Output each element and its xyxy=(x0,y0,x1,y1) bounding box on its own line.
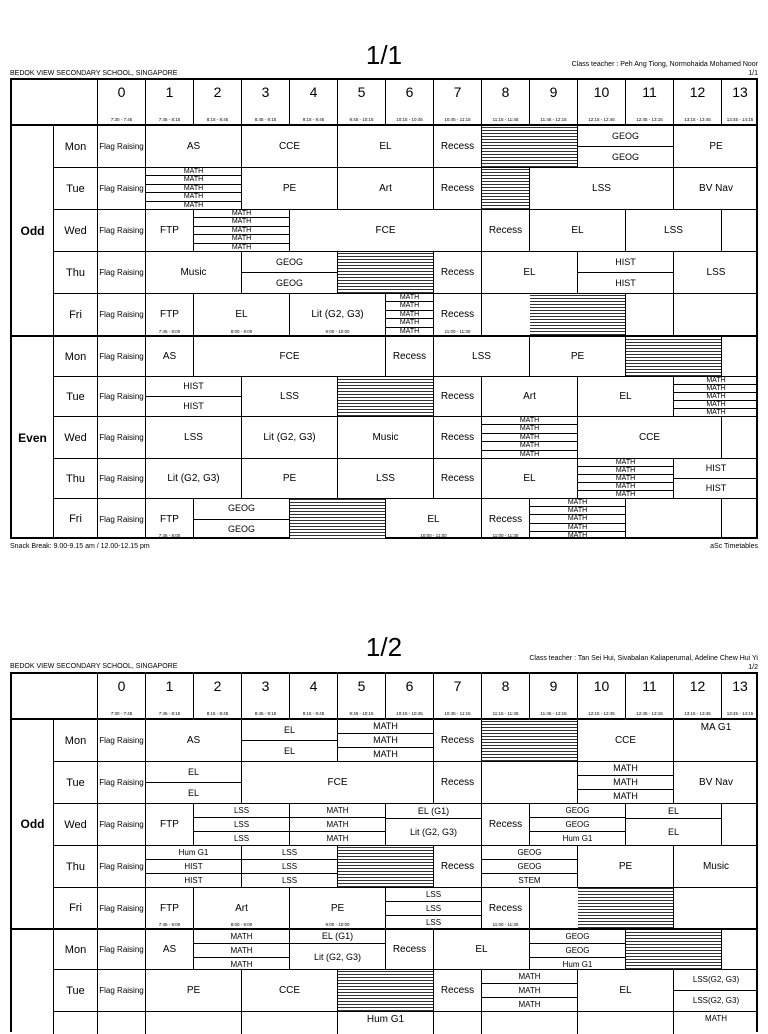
lesson-line: EL xyxy=(187,788,199,798)
lesson-line: HIST xyxy=(674,459,758,479)
period-header: 7 10:45 - 11:15 xyxy=(434,674,482,719)
lesson-line: MATH xyxy=(146,193,241,201)
lesson-line: MATH xyxy=(338,734,433,748)
period-header: 2 8:15 - 8:45 xyxy=(194,674,242,719)
lesson-line: Hum G1 xyxy=(146,846,241,860)
period-header: 0 7:30 - 7:45 xyxy=(98,674,146,719)
lesson-cell xyxy=(146,888,194,928)
lesson-cell: LSS xyxy=(146,417,242,459)
lesson-line: MATH xyxy=(386,311,433,319)
lesson-time: 8:00 - 9:00 xyxy=(230,922,253,927)
lesson-line: MATH xyxy=(482,434,577,442)
empty-cell xyxy=(482,762,578,804)
lesson-line: MATH xyxy=(230,960,253,969)
day-label: Thu xyxy=(54,846,98,888)
class-title: 1/2 xyxy=(365,632,403,662)
lesson-name: Hum G1 xyxy=(366,1014,405,1025)
lesson-cell: CCE xyxy=(242,970,338,1012)
lesson-cell: LSS xyxy=(674,252,758,294)
lesson-cell: Recess xyxy=(482,210,530,252)
lesson-line: MATH xyxy=(373,749,398,759)
lesson-cell: CCE xyxy=(578,417,722,459)
lesson-cell: Flag Raising xyxy=(98,804,146,846)
lesson-cell: Recess xyxy=(386,337,434,377)
lesson-line: GEOG xyxy=(530,944,625,958)
empty-cell xyxy=(98,1012,146,1034)
lesson-line: MATH xyxy=(613,791,638,801)
split-cell xyxy=(530,804,626,846)
period-header: 11 12:45 - 13:15 xyxy=(626,80,674,125)
lesson-line: LSS xyxy=(425,918,442,927)
school-name: BEDOK VIEW SECONDARY SCHOOL, SINGAPORE xyxy=(10,663,178,670)
lesson-name: EL xyxy=(427,513,440,525)
lesson-time: 11:00 - 11:30 xyxy=(492,922,519,927)
lesson-cell: AS xyxy=(146,930,194,970)
timetable-grid xyxy=(10,672,758,1032)
lesson-line: MATH xyxy=(519,450,540,458)
period-header: 4 9:15 - 9:45 xyxy=(290,80,338,125)
hatched-cell xyxy=(626,930,722,970)
lesson-line: EL xyxy=(283,746,295,756)
lesson-line: EL xyxy=(626,804,721,819)
lesson-cell: EL xyxy=(578,970,674,1012)
lesson-line: HIST xyxy=(183,401,204,411)
lesson-line: MATH xyxy=(482,984,577,998)
lesson-line: GEOG xyxy=(611,152,639,162)
lesson-cell: Recess xyxy=(434,377,482,417)
day-label xyxy=(54,1012,98,1034)
lesson-line: LSS xyxy=(386,888,481,902)
lesson-time: 11:00 - 11:30 xyxy=(492,533,519,538)
hatched-cell xyxy=(578,888,674,928)
lesson-line: Lit (G2, G3) xyxy=(313,952,361,962)
lesson-line: MATH xyxy=(194,218,289,226)
lesson-name: Art xyxy=(235,902,248,914)
lesson-line: MATH xyxy=(674,377,758,385)
period-header: 1 7:45 - 8:15 xyxy=(146,80,194,125)
period-header: 9 11:45 - 12:15 xyxy=(530,80,578,125)
lesson-line: MATH xyxy=(530,507,625,515)
lesson-line: LSS xyxy=(194,804,289,818)
lesson-line: HIST xyxy=(146,860,241,874)
lesson-line: Lit (G2, G3) xyxy=(409,827,457,837)
lesson-time: 7:45 - 8:00 xyxy=(158,533,181,538)
lesson-line: MATH xyxy=(399,327,420,335)
lesson-line: MATH xyxy=(338,720,433,734)
lesson-line: MATH xyxy=(674,393,758,401)
lesson-cell: Music xyxy=(338,417,434,459)
page-number: 1/2 xyxy=(748,664,758,671)
lesson-line: MATH xyxy=(674,401,758,409)
lesson-cell: EL xyxy=(578,377,674,417)
lesson-name: Recess xyxy=(440,309,475,320)
period-header: 0 7:30 - 7:45 xyxy=(98,80,146,125)
lesson-cell xyxy=(482,888,530,928)
lesson-cell: Music xyxy=(146,252,242,294)
lesson-line: Hum G1 xyxy=(562,960,593,969)
lesson-line: GEOG xyxy=(482,860,577,874)
day-label: Mon xyxy=(54,720,98,762)
lesson-line: LSS xyxy=(242,860,337,874)
lesson-line: GEOG xyxy=(482,846,577,860)
lesson-cell xyxy=(290,888,386,928)
lesson-line: MATH xyxy=(194,227,289,235)
lesson-line: GEOG xyxy=(227,523,255,534)
lesson-line: MATH xyxy=(706,409,726,416)
split-cell xyxy=(290,930,386,970)
lesson-cell: Recess xyxy=(434,417,482,459)
lesson-cell: LSS xyxy=(434,337,530,377)
split-cell xyxy=(146,846,242,888)
lesson-cell: Recess xyxy=(434,720,482,762)
day-label: Tue xyxy=(54,377,98,417)
lesson-line: LSS xyxy=(194,818,289,832)
day-label: Tue xyxy=(54,970,98,1012)
period-header: 7 10:45 - 11:15 xyxy=(434,80,482,125)
lesson-cell: PE xyxy=(530,337,626,377)
lesson-cell: Flag Raising xyxy=(98,168,146,210)
lesson-line: LSS(G2, G3) xyxy=(692,996,740,1005)
empty-cell xyxy=(146,1012,242,1034)
lesson-cell: Recess xyxy=(482,804,530,846)
split-cell xyxy=(242,846,338,888)
lesson-cell: Flag Raising xyxy=(98,377,146,417)
lesson-line: MATH xyxy=(146,185,241,193)
lesson-line: MATH xyxy=(183,201,204,209)
lesson-cell: LSS xyxy=(242,377,338,417)
lesson-cell: PE xyxy=(242,459,338,499)
lesson-line: MATH xyxy=(194,235,289,243)
lesson-line: MATH xyxy=(578,467,673,475)
lesson-cell: Recess xyxy=(434,126,482,168)
lesson-line: MATH xyxy=(578,776,673,790)
period-header: 12 13:15 - 13:45 xyxy=(674,674,722,719)
lesson-line: LSS xyxy=(233,834,250,843)
day-label: Mon xyxy=(54,337,98,377)
lesson-cell: Recess xyxy=(434,459,482,499)
split-cell xyxy=(674,970,758,1012)
lesson-line: MATH xyxy=(674,385,758,393)
period-header: 5 9:45 - 10:15 xyxy=(338,674,386,719)
lesson-line: MATH xyxy=(530,499,625,507)
split-cell xyxy=(194,804,290,846)
page-number: 1/1 xyxy=(748,70,758,77)
lesson-name: PE xyxy=(330,902,345,914)
lesson-cell: Flag Raising xyxy=(98,970,146,1012)
split-cell xyxy=(146,762,242,804)
lesson-name: FTP xyxy=(160,902,179,914)
period-header: 12 13:15 - 13:45 xyxy=(674,80,722,125)
group-label-odd: Odd xyxy=(12,720,54,928)
hatched-cell xyxy=(482,720,578,762)
group-label-even xyxy=(12,930,54,1034)
period-header: 6 10:15 - 10:45 xyxy=(386,674,434,719)
lesson-time: 7:45 - 8:00 xyxy=(158,329,181,334)
lesson-cell: EL xyxy=(530,210,626,252)
lesson-time: 10:00 - 11:00 xyxy=(420,533,447,538)
day-label: Wed xyxy=(54,210,98,252)
hatched-cell xyxy=(338,846,434,888)
lesson-cell: Flag Raising xyxy=(98,888,146,928)
lesson-cell: BV Nav xyxy=(674,168,758,210)
lesson-cell: LSS xyxy=(626,210,722,252)
hatched-cell xyxy=(338,970,434,1012)
lesson-name: Lit (G2, G3) xyxy=(311,309,364,320)
lesson-line: MATH xyxy=(578,475,673,483)
lesson-line: MATH xyxy=(231,243,252,251)
lesson-line: MATH xyxy=(290,818,385,832)
lesson-time: 11:00 - 11:30 xyxy=(444,329,471,334)
split-cell xyxy=(242,720,338,762)
lesson-line: MATH xyxy=(567,531,588,539)
class-title: 1/1 xyxy=(365,40,403,70)
lesson-cell: Flag Raising xyxy=(98,210,146,252)
lesson-line: MATH xyxy=(326,834,349,843)
lesson-line: EL xyxy=(146,762,241,783)
lesson-cell: EL xyxy=(434,930,530,970)
lesson-line: HIST xyxy=(615,278,636,288)
lesson-cell: Art xyxy=(482,377,578,417)
day-label: Tue xyxy=(54,168,98,210)
lesson-cell: PE xyxy=(578,846,674,888)
lesson-line: MATH xyxy=(578,762,673,776)
lesson-line: GEOG xyxy=(530,930,625,944)
lesson-line: MATH xyxy=(482,417,577,425)
lesson-time: 9:00 - 10:00 xyxy=(325,922,350,927)
lesson-cell: Recess xyxy=(434,252,482,294)
lesson-cell: EL xyxy=(338,126,434,168)
lesson-cell: Music xyxy=(674,846,758,888)
lesson-line: EL (G1) xyxy=(386,804,481,819)
lesson-cell: CCE xyxy=(242,126,338,168)
day-label: Wed xyxy=(54,417,98,459)
lesson-cell: CCE xyxy=(578,720,674,762)
period-header: 1 7:45 - 8:15 xyxy=(146,674,194,719)
lesson-cell: Flag Raising xyxy=(98,499,146,539)
lesson-cell: Flag Raising xyxy=(98,337,146,377)
split-cell xyxy=(482,846,578,888)
lesson-line: MATH xyxy=(530,515,625,523)
lesson-line: MATH xyxy=(578,459,673,467)
lesson-line: MATH xyxy=(146,168,241,176)
lesson-line: MATH xyxy=(386,319,433,327)
lesson-line: MATH xyxy=(482,442,577,450)
lesson-line: EL (G1) xyxy=(290,930,385,944)
empty-cell xyxy=(434,1012,482,1034)
lesson-cell: Flag Raising xyxy=(98,417,146,459)
lesson-cell: PE xyxy=(674,126,758,168)
day-label: Thu xyxy=(54,459,98,499)
lesson-cell: Lit (G2, G3) xyxy=(242,417,338,459)
lesson-cell: Flag Raising xyxy=(98,762,146,804)
empty-cell xyxy=(722,804,758,846)
lesson-cell: EL xyxy=(482,252,578,294)
lesson-line: MATH xyxy=(194,944,289,958)
lesson-cell: Recess xyxy=(434,846,482,888)
lesson-name: EL xyxy=(235,309,248,320)
period-header: 8 11:15 - 11:45 xyxy=(482,674,530,719)
lesson-line: GEOG xyxy=(194,499,289,520)
lesson-line: HIST xyxy=(184,876,203,885)
lesson-time: 7:45 - 8:00 xyxy=(158,922,181,927)
day-label: Thu xyxy=(54,252,98,294)
lesson-time: 8:00 - 9:00 xyxy=(230,329,253,334)
lesson-line: GEOG xyxy=(242,252,337,273)
period-header: 9 11:45 - 12:15 xyxy=(530,674,578,719)
lesson-cell: AS xyxy=(146,720,242,762)
lesson-line: MATH xyxy=(578,483,673,491)
school-name: BEDOK VIEW SECONDARY SCHOOL, SINGAPORE xyxy=(10,70,178,77)
lesson-line: STEM xyxy=(518,876,541,885)
lesson-cell: Lit (G2, G3) xyxy=(146,459,242,499)
snack-break-note: Snack Break: 9.00-9.15 am / 12.00-12.15 pm xyxy=(10,543,150,550)
lesson-cell: Flag Raising xyxy=(98,294,146,335)
lesson-cell: EL xyxy=(482,459,578,499)
split-cell xyxy=(194,930,290,970)
day-label: Tue xyxy=(54,762,98,804)
lesson-line: HIST xyxy=(146,377,241,397)
lesson-line: MATH xyxy=(518,1000,541,1009)
lesson-name: FTP xyxy=(160,309,179,320)
lesson-name: MATH xyxy=(704,1014,728,1023)
lesson-cell: Art xyxy=(338,168,434,210)
brand-label: aSc Timetables xyxy=(710,543,758,550)
lesson-cell: Recess xyxy=(434,970,482,1012)
lesson-line: LSS xyxy=(242,846,337,860)
lesson-cell: FCE xyxy=(242,762,434,804)
lesson-line: GEOG xyxy=(578,126,673,147)
period-header: 3 8:45 - 9:15 xyxy=(242,80,290,125)
group-label-even: Even xyxy=(12,337,54,539)
lesson-line: EL xyxy=(242,720,337,741)
lesson-line: EL xyxy=(667,827,679,837)
lesson-cell: Recess xyxy=(434,168,482,210)
empty-cell xyxy=(722,930,758,970)
lesson-cell: AS xyxy=(146,126,242,168)
lesson-cell: PE xyxy=(146,970,242,1012)
period-header-blank xyxy=(12,674,98,719)
day-label: Wed xyxy=(54,804,98,846)
lesson-line: LSS xyxy=(386,902,481,916)
lesson-line: MATH xyxy=(615,491,636,498)
split-cell xyxy=(386,804,482,846)
lesson-name: Recess xyxy=(488,902,523,914)
lesson-line: MATH xyxy=(194,930,289,944)
lesson-cell: Flag Raising xyxy=(98,846,146,888)
lesson-cell: FTP xyxy=(146,804,194,846)
lesson-line: MATH xyxy=(146,176,241,184)
period-header: 5 9:45 - 10:15 xyxy=(338,80,386,125)
lesson-line: MATH xyxy=(386,294,433,302)
day-label: Mon xyxy=(54,930,98,970)
lesson-cell: Flag Raising xyxy=(98,126,146,168)
lesson-line: GEOG xyxy=(530,804,625,818)
lesson-cell: FCE xyxy=(290,210,482,252)
lesson-line: MATH xyxy=(530,524,625,532)
period-header: 10 12:15 - 12:45 xyxy=(578,80,626,125)
period-header: 11 12:45 - 13:15 xyxy=(626,674,674,719)
lesson-cell: LSS xyxy=(338,459,434,499)
lesson-cell: Flag Raising xyxy=(98,252,146,294)
lesson-cell xyxy=(674,1012,758,1034)
lesson-cell: FCE xyxy=(194,337,386,377)
lesson-line: MATH xyxy=(194,210,289,218)
lesson-cell xyxy=(674,720,758,762)
lesson-cell: LSS xyxy=(530,168,674,210)
lesson-name: Recess xyxy=(488,513,523,525)
day-label: Mon xyxy=(54,126,98,168)
lesson-cell: Recess xyxy=(386,930,434,970)
lesson-cell: AS xyxy=(146,337,194,377)
group-label-odd: Odd xyxy=(12,126,54,336)
lesson-time: 9:00 - 10:00 xyxy=(325,329,350,334)
lesson-line: MATH xyxy=(290,804,385,818)
split-cell xyxy=(338,720,434,762)
split-cell xyxy=(626,804,722,846)
period-header: 13 13:45 - 14:15 xyxy=(726,84,754,122)
class-teacher: Class teacher : Peh Ang Tiong, Normohaida Mohamed Noor xyxy=(571,61,758,68)
period-header: 10 12:15 - 12:45 xyxy=(578,674,626,719)
lesson-cell: Flag Raising xyxy=(98,720,146,762)
period-header: 8 11:15 - 11:45 xyxy=(482,80,530,125)
split-cell xyxy=(386,888,482,928)
lesson-line: LSS xyxy=(281,876,298,885)
lesson-cell: Flag Raising xyxy=(98,930,146,970)
empty-cell xyxy=(242,1012,338,1034)
lesson-line: MATH xyxy=(482,425,577,433)
lesson-line: HIST xyxy=(578,252,673,273)
lesson-cell: Flag Raising xyxy=(98,459,146,499)
split-cell xyxy=(578,762,674,804)
lesson-line: GEOG xyxy=(275,278,303,288)
day-label: Fri xyxy=(54,294,98,335)
lesson-cell: BV Nav xyxy=(674,762,758,804)
lesson-cell: PE xyxy=(242,168,338,210)
day-label: Fri xyxy=(54,888,98,928)
day-label: Fri xyxy=(54,499,98,539)
period-header: 13 13:45 - 14:15 xyxy=(726,678,754,716)
class-teacher: Class teacher : Tan Sei Hui, Sivabalan Kaliaperumal, Adeline Chew Hui Yi xyxy=(529,655,758,662)
split-cell xyxy=(290,804,386,846)
lesson-cell: FTP xyxy=(146,210,194,252)
period-header: 3 8:45 - 9:15 xyxy=(242,674,290,719)
lesson-name: MA G1 xyxy=(700,722,732,733)
lesson-name: FTP xyxy=(160,513,179,525)
split-cell xyxy=(530,930,626,970)
split-cell xyxy=(482,970,578,1012)
lesson-line: Hum G1 xyxy=(562,834,593,843)
period-header: 6 10:15 - 10:45 xyxy=(386,80,434,125)
lesson-cell xyxy=(194,888,290,928)
lesson-cell xyxy=(338,1012,434,1034)
lesson-line: LSS(G2, G3) xyxy=(674,970,758,991)
lesson-line: MATH xyxy=(482,970,577,984)
lesson-line: HIST xyxy=(705,483,727,493)
period-header: 4 9:15 - 9:45 xyxy=(290,674,338,719)
lesson-line: GEOG xyxy=(530,818,625,832)
empty-cell xyxy=(578,1012,674,1034)
lesson-cell: Recess xyxy=(434,762,482,804)
period-header: 2 8:15 - 8:45 xyxy=(194,80,242,125)
empty-cell xyxy=(482,1012,578,1034)
lesson-line: MATH xyxy=(386,302,433,310)
empty-cell xyxy=(674,888,758,928)
